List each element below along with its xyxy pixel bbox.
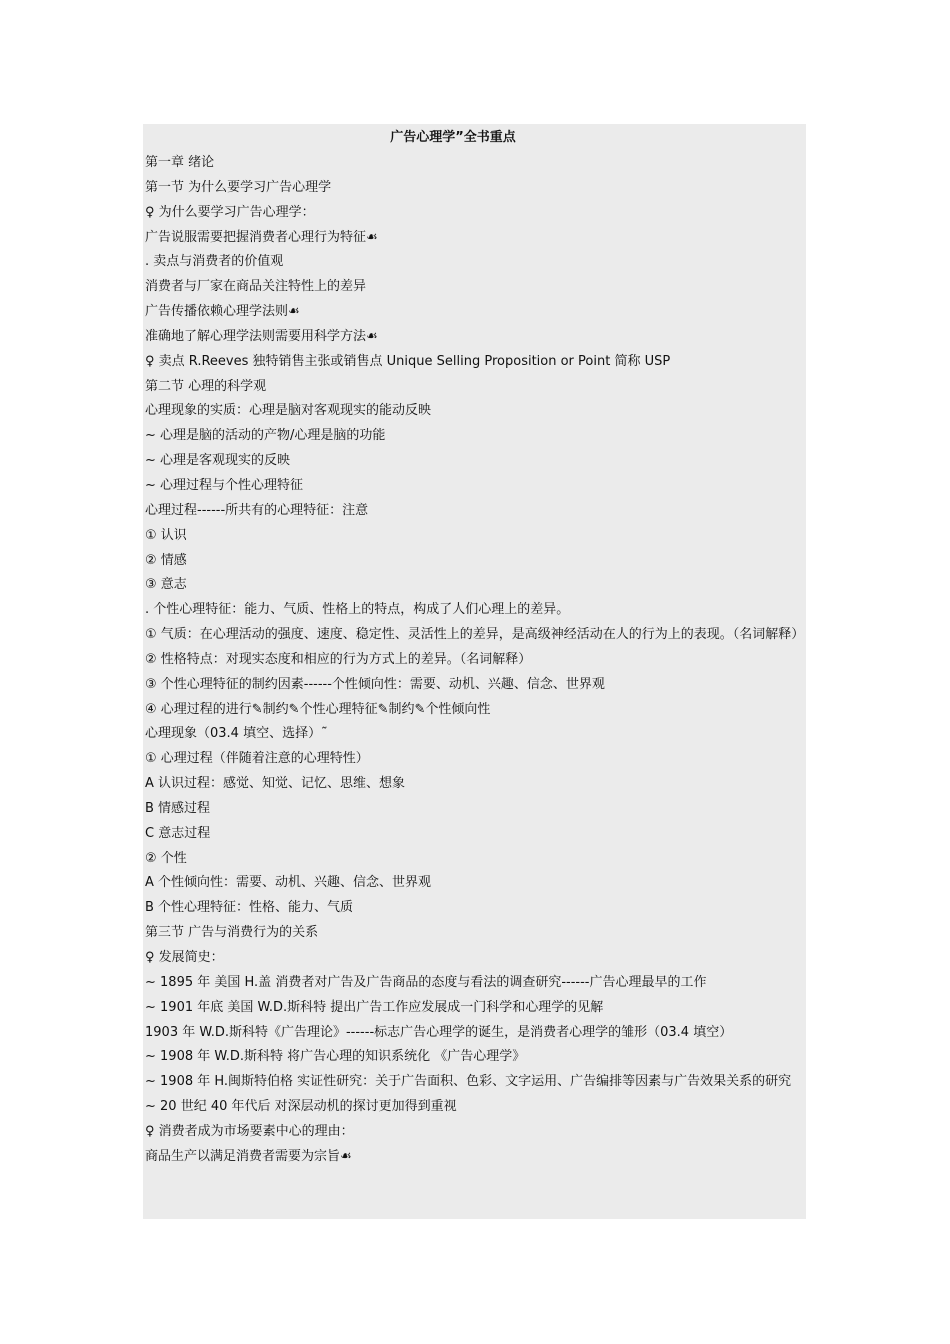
text-line: 广告说服需要把握消费者心理行为特征☙ [145,229,378,245]
text-line: 第三节 广告与消费行为的关系 [145,925,319,941]
text-line: ② 性格特点：对现实态度和相应的行为方式上的差异。（名词解释） [145,651,532,667]
text-line: ~ 1908 年 W.D.斯科特 将广告心理的知识系统化 《广告心理学》 [145,1049,526,1065]
text-line: ♀ 为什么要学习广告心理学： [145,204,315,220]
text-line: 广告传播依赖心理学法则☙ [145,304,300,320]
text-line: ~ 1895 年 美国 H.盖 消费者对广告及广告商品的态度与看法的调查研究------广告心理最早的工作 [145,974,707,990]
text-line: C 意志过程 [145,825,211,841]
text-line: ② 个性 [145,850,187,866]
text-line: A 认识过程：感觉、知觉、记忆、思维、想象 [145,776,406,792]
text-line: ① 气质：在心理活动的强度、速度、稳定性、灵活性上的差异，是高级神经活动在人的行为上的表现。（名词解释） [145,627,805,643]
text-line: ① 认识 [145,527,187,543]
text-line: 第一章 绪论 [145,155,215,170]
text-line: 1903 年 W.D.斯科特《广告理论》------标志广告心理学的诞生，是消费者心理学的雏形（03.4 填空） [145,1024,733,1040]
text-line: 准确地了解心理学法则需要用科学方法☙ [145,328,378,344]
text-line: A 个性倾向性：需要、动机、兴趣、信念、世界观 [145,875,432,891]
text-line: ④ 心理过程的进行✎制约✎个性心理特征✎制约✎个性倾向性 [145,701,491,717]
text-line: ~ 心理是脑的活动的产物/心理是脑的功能 [145,428,386,444]
text-line: 第二节 心理的科学观 [145,378,267,394]
text-line: 心理现象的实质：心理是脑对客观现实的能动反映 [145,403,432,419]
text-line: ③ 个性心理特征的制约因素------个性倾向性：需要、动机、兴趣、信念、世界观 [145,676,605,692]
text-line: ~ 1908 年 H.闽斯特伯格 实证性研究：关于广告面积、色彩、文字运用、广告编排等因素与广告效果关系的研究 [145,1074,792,1090]
text-line: 心理过程------所共有的心理特征：注意 [145,502,369,518]
text-line: 心理现象（03.4 填空、选择）˜ [145,726,328,742]
text-line: B 个性心理特征：性格、能力、气质 [145,900,354,916]
text-line: . 个性心理特征：能力、气质、性格上的特点，构成了人们心理上的差异。 [145,602,570,618]
text-line: 第一节 为什么要学习广告心理学 [145,179,332,195]
text-line: ~ 心理过程与个性心理特征 [145,477,304,493]
text-line: ~ 1901 年底 美国 W.D.斯科特 提出广告工作应发展成一门科学和心理学的见解 [145,999,604,1015]
text-line: ~ 20 世纪 40 年代后 对深层动机的探讨更加得到重视 [145,1099,457,1115]
text-line: ② 情感 [145,552,187,568]
text-line: ① 心理过程（伴随着注意的心理特性） [145,751,369,767]
text-line: ♀ 消费者成为市场要素中心的理由： [145,1123,354,1139]
text-line: 消费者与厂家在商品关注特性上的差异 [145,279,367,295]
text-line: ♀ 卖点 R.Reeves 独特销售主张或销售点 Unique Selling Proposition or Point 简称 USP [145,353,671,369]
document-title: 广告心理学”全书重点 [390,130,516,145]
document-body [145,151,806,1170]
text-line: ~ 心理是客观现实的反映 [145,453,291,469]
text-line: B 情感过程 [145,800,211,816]
text-line: 商品生产以满足消费者需要为宗旨☙ [145,1148,352,1164]
text-line: ♀ 发展简史： [145,950,224,965]
text-line: ③ 意志 [145,577,187,593]
document-page [143,124,806,1219]
text-line: . 卖点与消费者的价值观 [145,254,284,270]
